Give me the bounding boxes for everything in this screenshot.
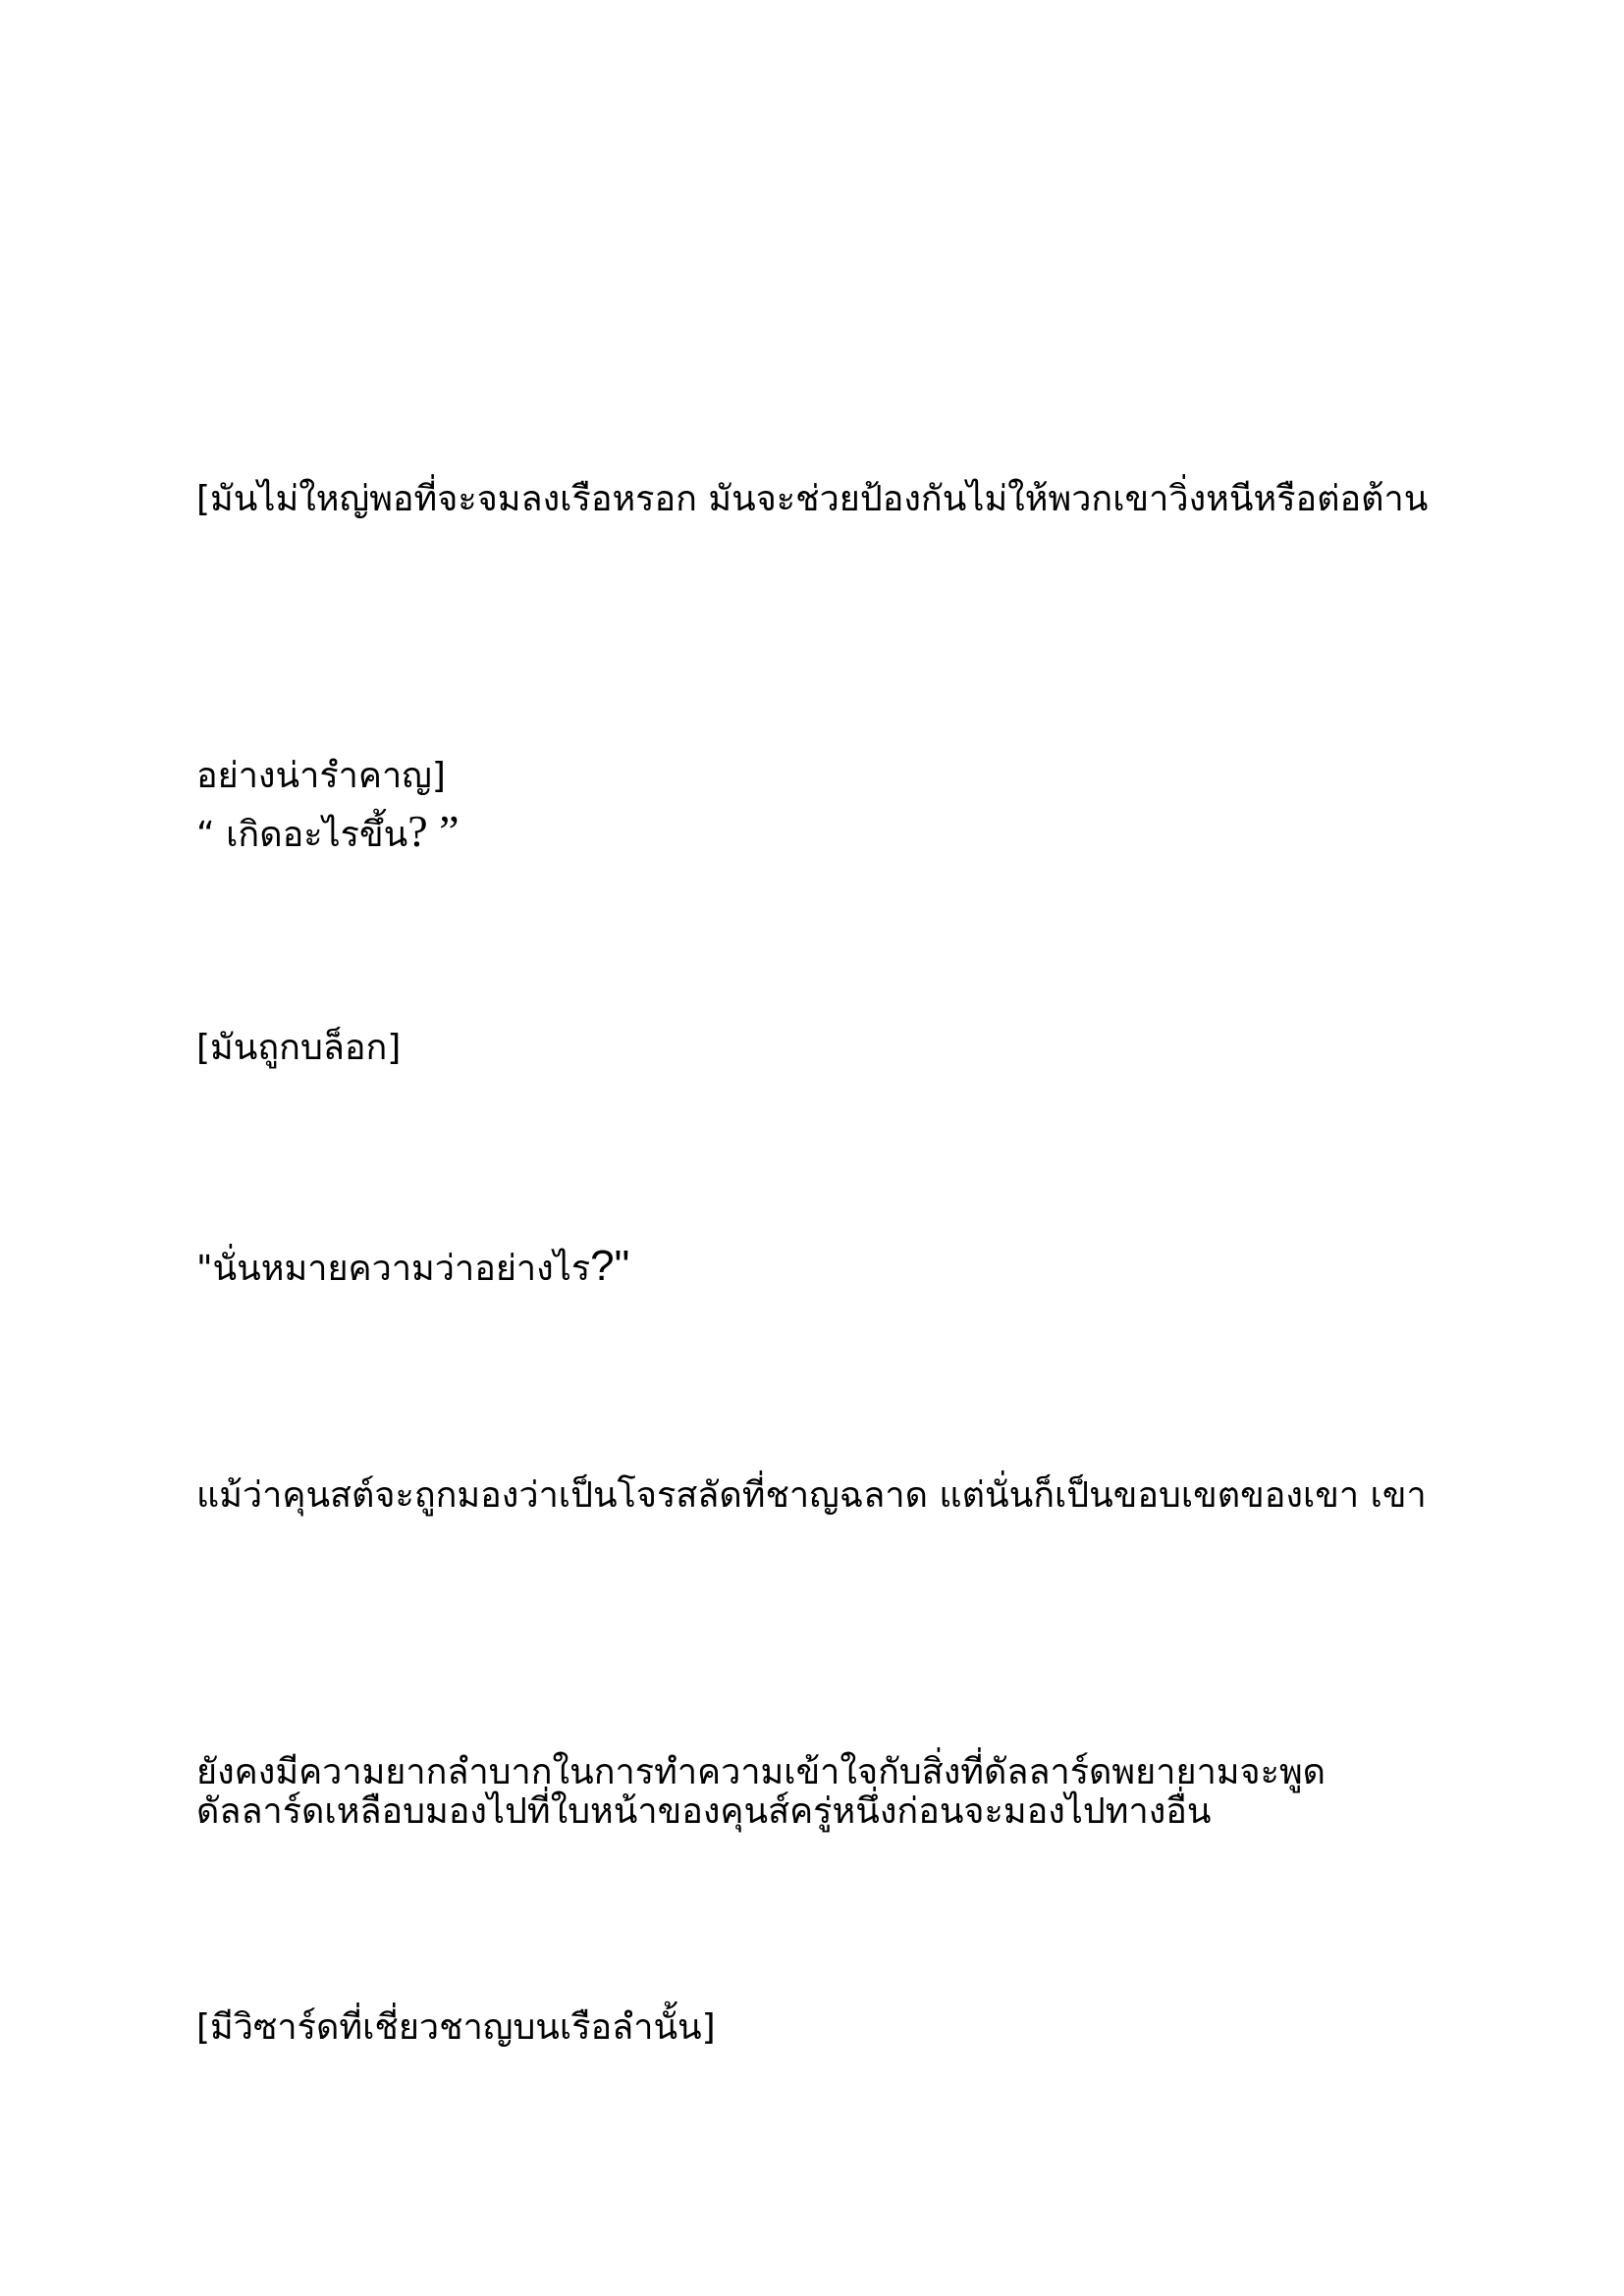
dialogue-punctuation: ? ”: [407, 806, 460, 856]
text-line: [มันไม่ใหญ่พอที่จะจมลงเรือหรอก มันจะช่วยป้องกันไม่ให้พวกเขาวิ่งหนีหรือต่อต้าน: [196, 479, 1429, 519]
text-line: อย่างน่ารำคาญ]: [196, 756, 446, 796]
text-line: ยังคงมีความยากลำบากในการทำความเข้าใจกับสิ่งที่ดัลลาร์ดพยายามจะพูด: [196, 1752, 1326, 1792]
text-line: [มันถูกบล็อก]: [196, 1028, 402, 1068]
dialogue-text: “ เกิดอะไรขึ้น: [196, 815, 408, 855]
text-line: [มีวิซาร์ดที่เชี่ยวชาญบนเรือลำนั้น]: [196, 2007, 716, 2048]
text-line: ดัลลาร์ดเหลือบมองไปที่ใบหน้าของคุนส์ครู่หนึ่งก่อนจะมองไปทางอื่น: [196, 1791, 1212, 1832]
dialogue-text: "นั่นหมายความว่าอย่างไร: [196, 1249, 591, 1289]
dialogue-punctuation: ?": [590, 1242, 630, 1290]
text-line: แม้ว่าคุนสต์จะถูกมองว่าเป็นโจรสลัดที่ชาญฉลาด แต่นั่นก็เป็นขอบเขตของเขา เขา: [196, 1475, 1427, 1516]
paragraph-wizard-on-ship: [196, 1797, 1473, 2259]
